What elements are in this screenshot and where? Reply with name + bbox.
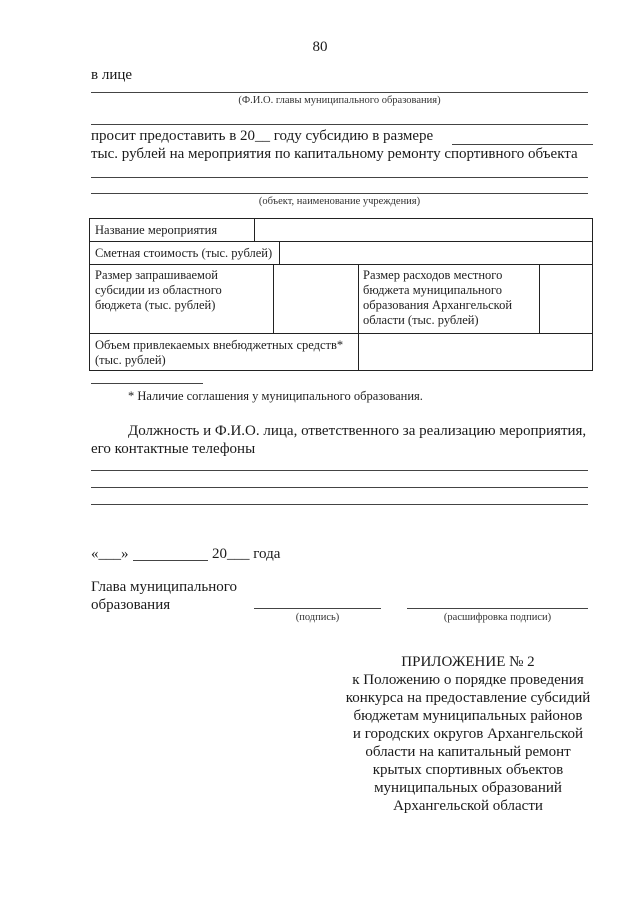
appendix-line: и городских округов Архангельской — [352, 726, 584, 742]
signature-decode-caption: (расшифровка подписи) — [443, 612, 552, 623]
head-name-caption: (Ф.И.О. главы муниципального образования) — [238, 95, 441, 106]
appendix-line: крытых спортивных объектов — [372, 762, 564, 778]
signature-line — [254, 608, 381, 609]
head-name-line — [91, 92, 588, 93]
appendix-line: Архангельской области — [393, 798, 543, 814]
table-col-divider — [539, 264, 540, 333]
appendix-line: бюджетам муниципальных районов — [353, 708, 583, 724]
date-day: «___» — [91, 546, 129, 562]
in-person-label: в лице — [91, 67, 133, 83]
signature-caption: (подпись) — [295, 612, 340, 623]
requested-subsidy-label: Размер запрашиваемой субсидии из областного бюджета (тыс. рублей) — [95, 268, 222, 312]
responsible-line-1 — [91, 470, 588, 471]
appendix-title: ПРИЛОЖЕНИЕ № 2 — [401, 654, 535, 670]
appendix-line: к Положению о порядке проведения — [352, 672, 584, 688]
local-budget-label: Размер расходов местного бюджета муниципального образования Архангельской области (тыс. рублей) — [363, 268, 513, 327]
appendix-line: конкурса на предоставление субсидий — [345, 690, 591, 706]
object-line-2 — [91, 193, 588, 194]
head-name-line-2 — [91, 124, 588, 125]
appendix-line: муниципальных образований — [374, 780, 562, 796]
footnote: * Наличие соглашения у муниципального образования. — [128, 389, 423, 403]
responsible-text-1: Должность и Ф.И.О. лица, ответственного за реализацию мероприятия, — [128, 423, 587, 439]
request-text-1: просит предоставить в 20__ году субсидию в размере — [91, 128, 434, 144]
request-text-2: тыс. рублей на мероприятия по капитальному ремонту спортивного объекта — [91, 146, 578, 162]
table-row-divider — [89, 241, 593, 242]
responsible-text-2: его контактные телефоны — [91, 441, 256, 457]
responsible-line-2 — [91, 487, 588, 488]
estimated-cost-label: Сметная стоимость (тыс. рублей) — [95, 246, 273, 260]
table-col-divider — [279, 241, 280, 264]
event-name-label: Название мероприятия — [95, 223, 218, 237]
object-line-1 — [91, 177, 588, 178]
responsible-line-3 — [91, 504, 588, 505]
table-col-divider — [254, 218, 255, 241]
table-row-divider — [89, 333, 593, 334]
object-caption: (объект, наименование учреждения) — [258, 196, 421, 207]
date-year: 20___ года — [212, 546, 281, 562]
extra-budget-label: Объем привлекаемых внебюджетных средств* (тыс. рублей) — [95, 338, 344, 367]
footnote-separator — [91, 383, 203, 384]
head-role-line-1: Глава муниципального — [91, 579, 238, 595]
table-row-divider — [89, 264, 593, 265]
signature-decode-line — [407, 608, 588, 609]
head-role-line-2: образования — [91, 597, 171, 613]
table-col-divider — [273, 264, 274, 333]
appendix-line: области на капитальный ремонт — [365, 744, 571, 760]
date-month-line — [133, 560, 208, 561]
page-number: 80 — [312, 39, 328, 55]
table-col-divider — [358, 264, 359, 371]
